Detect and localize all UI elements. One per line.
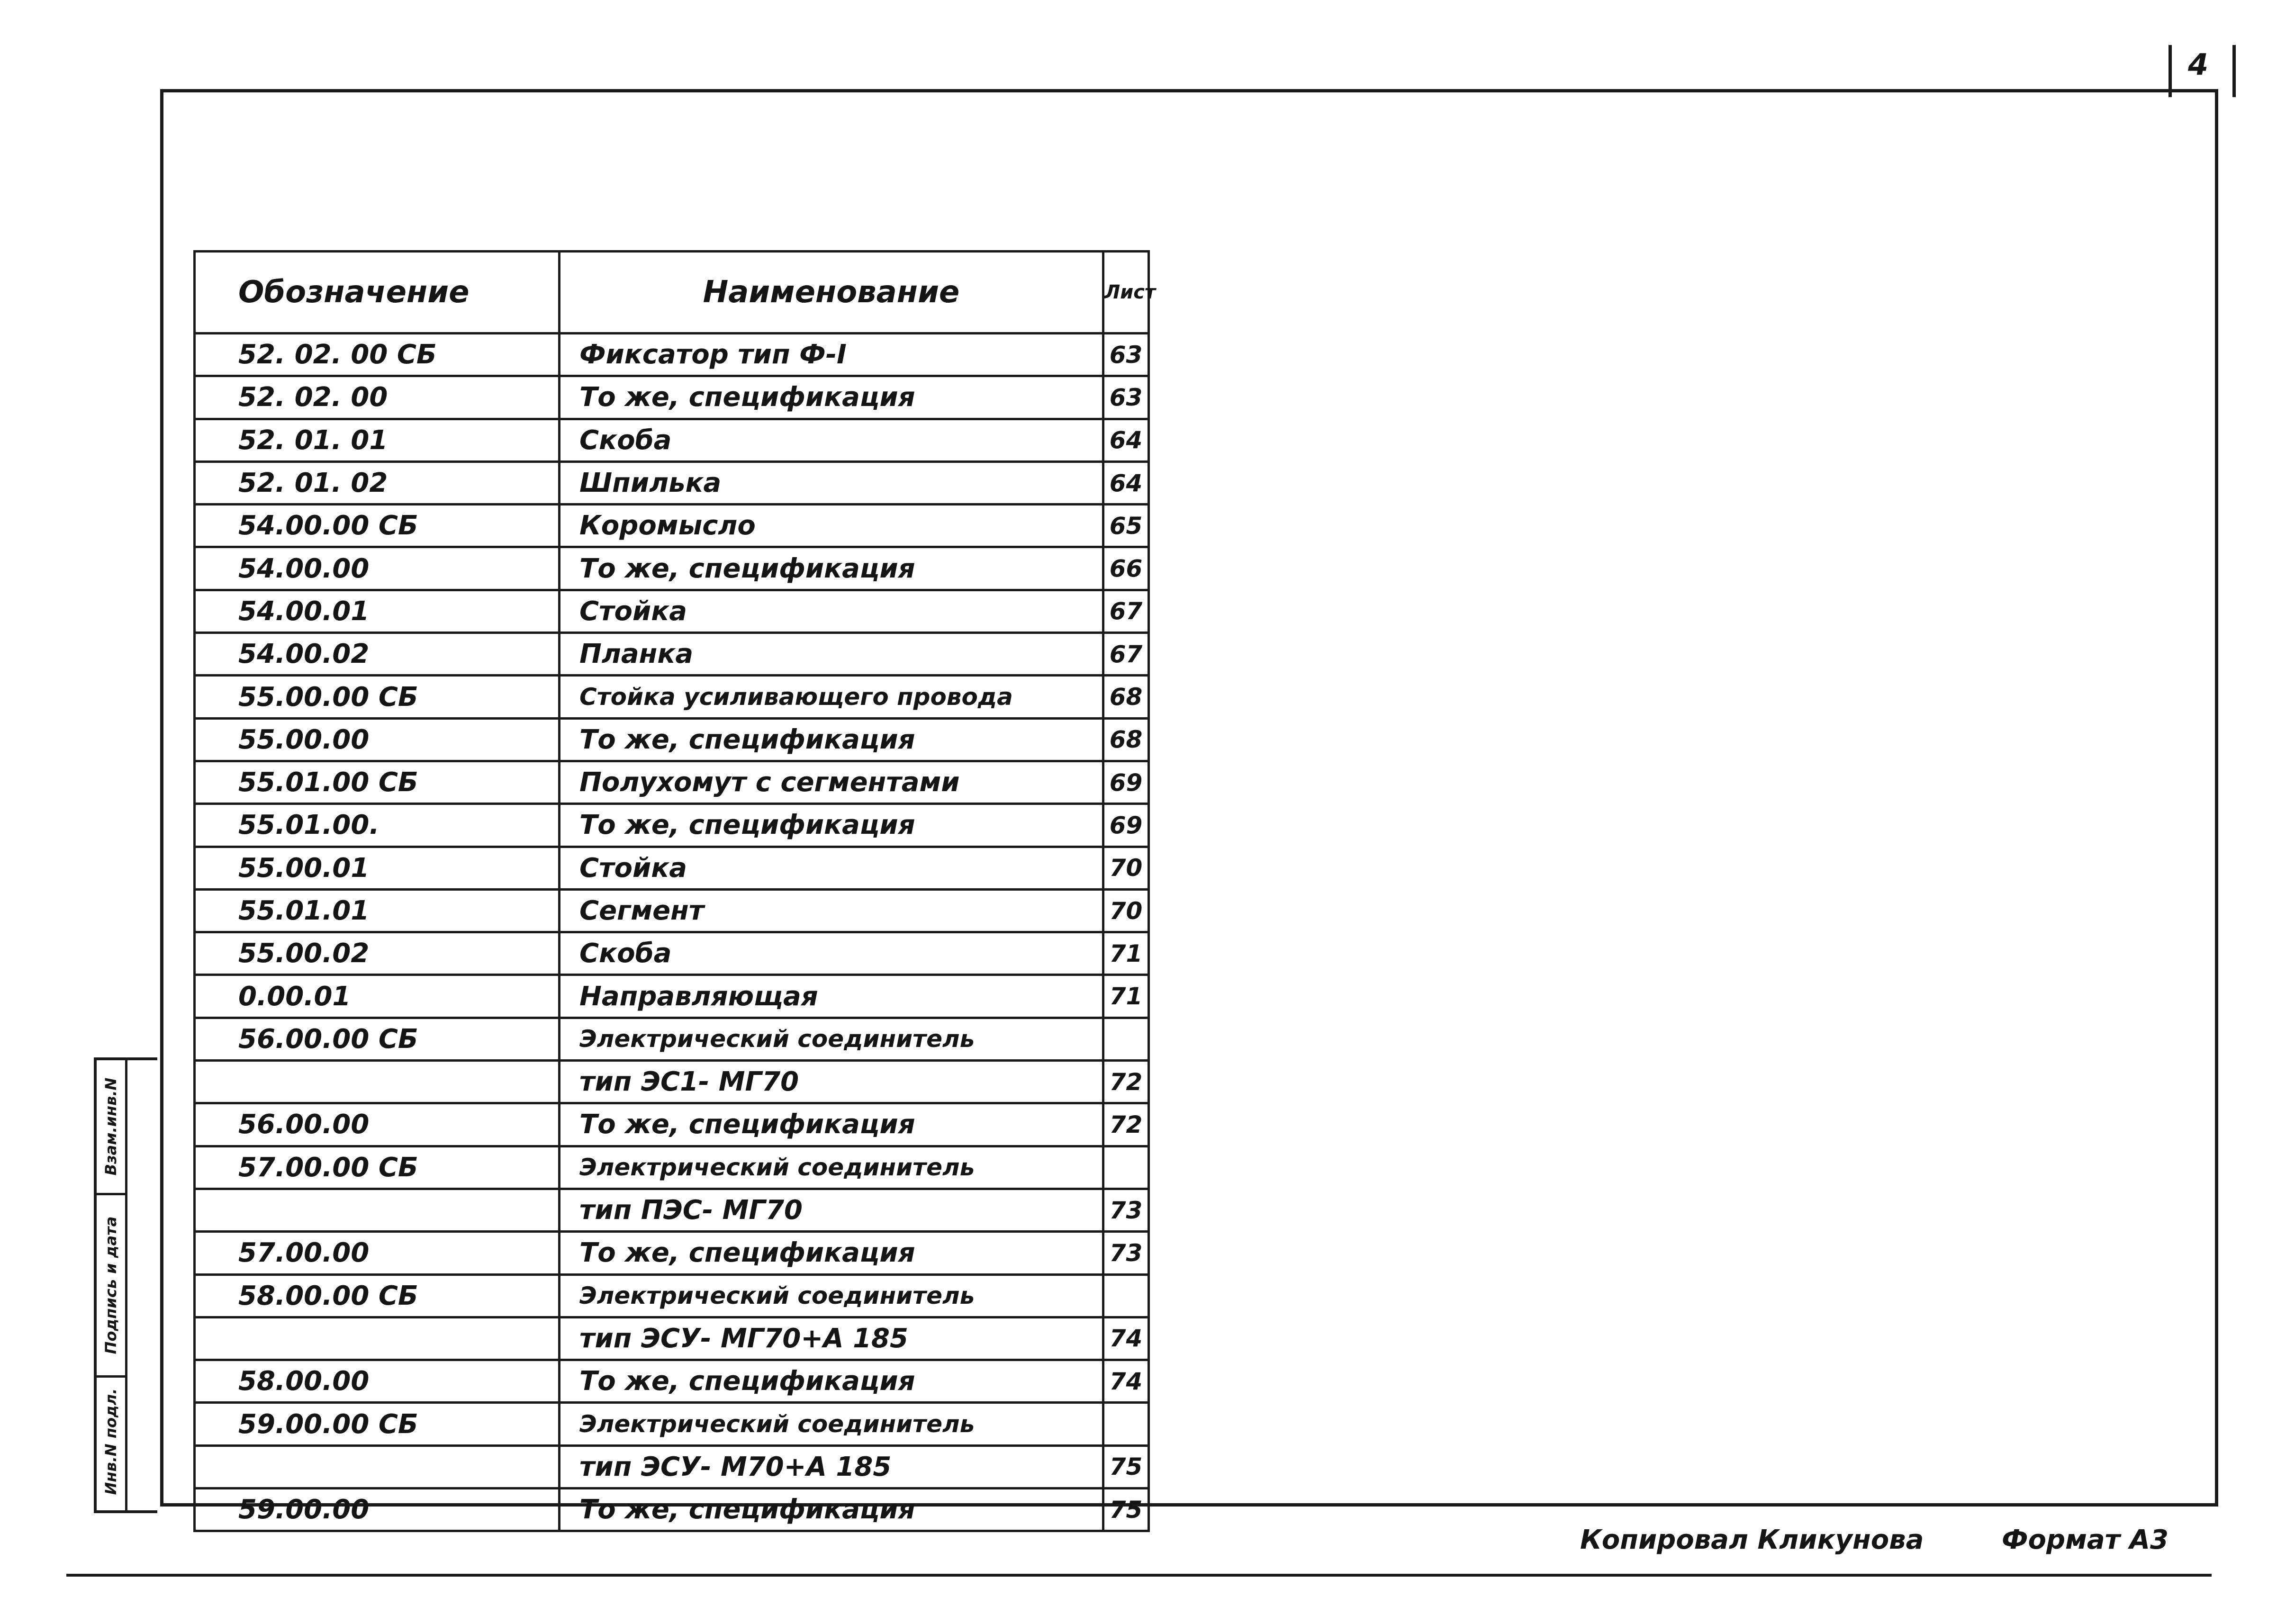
cell-designation: 58.00.00 — [195, 1360, 560, 1403]
table-row — [195, 1317, 1149, 1360]
table-row — [195, 847, 1149, 889]
table-row — [195, 676, 1149, 718]
cell-designation — [195, 1189, 560, 1231]
cell-name: Полухомут с сегментами — [560, 761, 1103, 803]
cell-name: Электрический соединитель — [560, 1403, 1103, 1445]
specification-table — [193, 250, 1156, 1532]
cell-name: То же, спецификация — [560, 804, 1103, 847]
cell-designation: 52. 02. 00 СБ — [195, 334, 560, 376]
cell-sheet: 75 — [1103, 1489, 1149, 1531]
cell-name: Электрический соединитель — [560, 1146, 1103, 1189]
cell-designation: 55.00.00 — [195, 718, 560, 761]
table-row — [195, 1146, 1149, 1189]
cell-sheet: 75 — [1103, 1445, 1149, 1488]
cell-sheet: 70 — [1103, 889, 1149, 932]
table-row — [195, 1360, 1149, 1403]
cell-designation: 56.00.00 СБ — [195, 1018, 560, 1060]
stamp-strip — [94, 1057, 157, 1513]
table-row — [195, 1018, 1149, 1060]
stamp-inv-orig-label: Инв.N подл. — [102, 1388, 120, 1495]
cell-name: Скоба — [560, 932, 1103, 975]
cell-sheet: 68 — [1103, 718, 1149, 761]
cell-name: Электрический соединитель — [560, 1018, 1103, 1060]
cell-designation — [195, 1317, 560, 1360]
sheet-number: 4 — [2188, 47, 2209, 82]
table-row — [195, 1274, 1149, 1317]
table-row — [195, 1189, 1149, 1231]
cell-name: Планка — [560, 633, 1103, 676]
cell-name: Сегмент — [560, 889, 1103, 932]
cell-designation: 58.00.00 СБ — [195, 1274, 560, 1317]
cell-sheet: 63 — [1103, 334, 1149, 376]
cell-name: тип ЭС1- МГ70 — [560, 1061, 1103, 1103]
cell-designation: 55.00.00 СБ — [195, 676, 560, 718]
cell-sheet: 69 — [1103, 761, 1149, 803]
cell-sheet: 72 — [1103, 1103, 1149, 1146]
cell-name: То же, спецификация — [560, 1360, 1103, 1403]
cell-designation: 59.00.00 СБ — [195, 1403, 560, 1445]
header-designation: Обозначение — [195, 252, 560, 334]
table-row — [195, 334, 1149, 376]
table-body — [195, 334, 1149, 1531]
table-row — [195, 505, 1149, 547]
cell-designation: 57.00.00 — [195, 1232, 560, 1274]
cell-designation: 0.00.01 — [195, 975, 560, 1018]
table-row — [195, 461, 1149, 504]
stamp-signature-date-label: Подпись и дата — [102, 1216, 120, 1354]
cell-name: Шпилька — [560, 461, 1103, 504]
stamp-cell-replace-inv — [97, 1060, 125, 1195]
table-row — [195, 804, 1149, 847]
table-row — [195, 419, 1149, 461]
stamp-replace-inv-label: Взам.инв.N — [102, 1077, 120, 1176]
cell-sheet — [1103, 1403, 1149, 1445]
cell-designation: 52. 01. 02 — [195, 461, 560, 504]
cell-name: тип ПЭС- МГ70 — [560, 1189, 1103, 1231]
cell-name: Скоба — [560, 419, 1103, 461]
cell-name: Коромысло — [560, 505, 1103, 547]
cell-sheet: 73 — [1103, 1189, 1149, 1231]
cell-sheet: 72 — [1103, 1061, 1149, 1103]
cell-name: тип ЭСУ- М70+А 185 — [560, 1445, 1103, 1488]
cell-sheet: 66 — [1103, 547, 1149, 590]
cell-name: То же, спецификация — [560, 376, 1103, 419]
table-row — [195, 376, 1149, 419]
cell-designation: 54.00.01 — [195, 590, 560, 632]
table-row — [195, 1489, 1149, 1531]
cell-designation: 52. 02. 00 — [195, 376, 560, 419]
cell-name: Стойка усиливающего провода — [560, 676, 1103, 718]
table-row — [195, 1232, 1149, 1274]
cell-designation: 54.00.00 — [195, 547, 560, 590]
cell-sheet — [1103, 1018, 1149, 1060]
cell-sheet: 63 — [1103, 376, 1149, 419]
cell-sheet: 71 — [1103, 975, 1149, 1018]
cell-sheet: 70 — [1103, 847, 1149, 889]
table-row — [195, 1403, 1149, 1445]
cell-designation: 55.01.01 — [195, 889, 560, 932]
table-row — [195, 932, 1149, 975]
cell-sheet: 64 — [1103, 419, 1149, 461]
table-row — [195, 633, 1149, 676]
cell-name: тип ЭСУ- МГ70+А 185 — [560, 1317, 1103, 1360]
cell-sheet: 74 — [1103, 1360, 1149, 1403]
footer-line — [66, 1574, 2212, 1577]
cell-sheet: 74 — [1103, 1317, 1149, 1360]
cell-name: То же, спецификация — [560, 718, 1103, 761]
cell-designation: 55.00.02 — [195, 932, 560, 975]
cell-designation: 55.01.00. — [195, 804, 560, 847]
cell-name: Стойка — [560, 590, 1103, 632]
cell-designation: 55.01.00 СБ — [195, 761, 560, 803]
cell-designation: 54.00.02 — [195, 633, 560, 676]
header-sheet: Лист — [1103, 252, 1149, 334]
cell-name: То же, спецификация — [560, 1489, 1103, 1531]
cell-name: Направляющая — [560, 975, 1103, 1018]
cell-sheet — [1103, 1146, 1149, 1189]
cell-name: То же, спецификация — [560, 1232, 1103, 1274]
table-header-row — [195, 252, 1149, 334]
cell-sheet — [1103, 1274, 1149, 1317]
table-row — [195, 1445, 1149, 1488]
table-row — [195, 889, 1149, 932]
cell-designation: 56.00.00 — [195, 1103, 560, 1146]
copied-by-label: Копировал Кликунова — [1580, 1525, 1924, 1555]
cell-name: То же, спецификация — [560, 547, 1103, 590]
cell-designation: 59.00.00 — [195, 1489, 560, 1531]
table-row — [195, 1061, 1149, 1103]
cell-name: Стойка — [560, 847, 1103, 889]
stamp-divider — [125, 1060, 127, 1510]
cell-designation: 52. 01. 01 — [195, 419, 560, 461]
cell-name: Электрический соединитель — [560, 1274, 1103, 1317]
cell-sheet: 69 — [1103, 804, 1149, 847]
cell-designation — [195, 1061, 560, 1103]
stamp-cell-signature-date — [97, 1195, 125, 1378]
cell-sheet: 68 — [1103, 676, 1149, 718]
format-label: Формат А3 — [2002, 1525, 2169, 1555]
cell-sheet: 73 — [1103, 1232, 1149, 1274]
table-row — [195, 590, 1149, 632]
header-name: Наименование — [560, 252, 1103, 334]
cell-sheet: 67 — [1103, 633, 1149, 676]
cell-name: Фиксатор тип Ф-I — [560, 334, 1103, 376]
cell-sheet: 71 — [1103, 932, 1149, 975]
table-row — [195, 547, 1149, 590]
cell-designation: 55.00.01 — [195, 847, 560, 889]
table-row — [195, 718, 1149, 761]
cell-sheet: 64 — [1103, 461, 1149, 504]
table-row — [195, 975, 1149, 1018]
table-row — [195, 1103, 1149, 1146]
stamp-cell-inv-orig — [97, 1378, 125, 1506]
cell-designation: 54.00.00 СБ — [195, 505, 560, 547]
cell-name: То же, спецификация — [560, 1103, 1103, 1146]
cell-sheet: 65 — [1103, 505, 1149, 547]
cell-designation — [195, 1445, 560, 1488]
cell-designation: 57.00.00 СБ — [195, 1146, 560, 1189]
cell-sheet: 67 — [1103, 590, 1149, 632]
table-row — [195, 761, 1149, 803]
